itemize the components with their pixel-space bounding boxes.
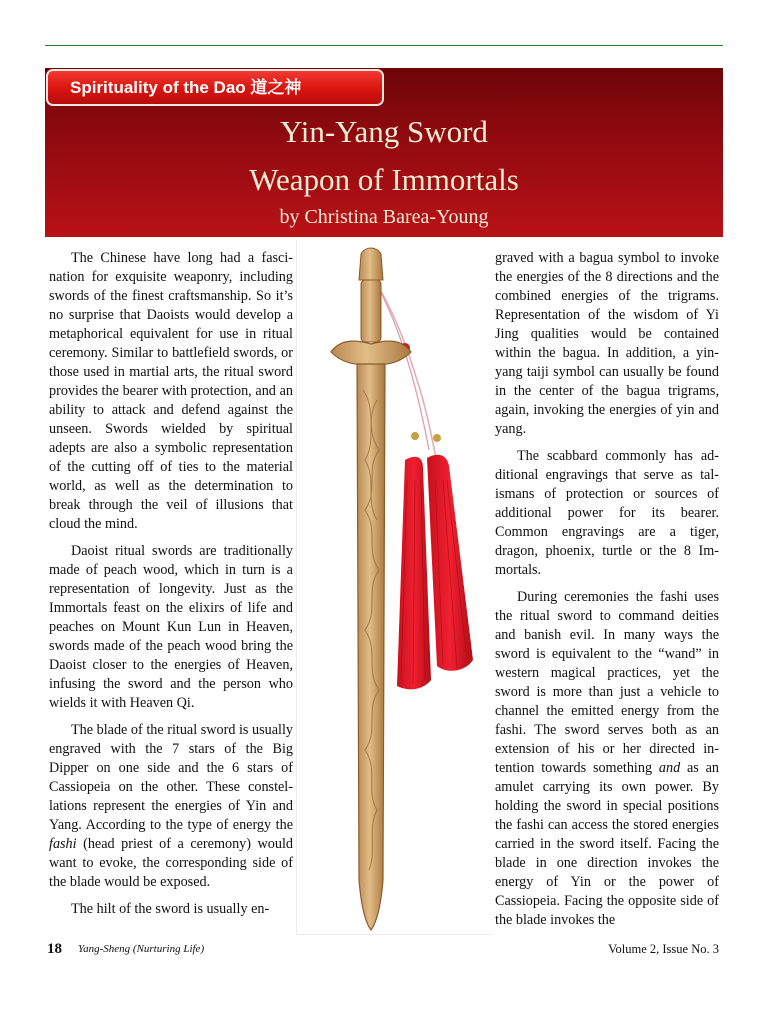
publication-name: Yang-Sheng (Nurturing Life)	[78, 943, 205, 955]
sword-photo	[296, 240, 493, 935]
top-rule	[45, 45, 723, 46]
paragraph: The scabbard commonly has additional engravings that serve as talismans of protection or sources of additional power for its bearer. Common engravings are a tiger, dragon, phoenix, turtle or the 8 Immortals.	[495, 448, 719, 578]
left-column	[49, 249, 293, 927]
peach-wood-sword-image	[297, 240, 493, 934]
text-run: The blade of the ritual sword is usually engraved with the 7 stars of the Big Dipper on one side and the 6 stars of Cassiopeia on the other. These constellations represent the energies of Yin and Yang. According to the type of energy the	[49, 722, 293, 833]
volume-issue: Volume 2, Issue No. 3	[608, 942, 719, 956]
paragraph	[49, 721, 293, 892]
article-title-line-2: Weapon of Immortals	[249, 162, 519, 197]
text-run: as an amulet carrying its own power. By holding the sword in special positions the fashi can access the stored energies carried in the sword itself. Facing the blade in one direction invokes the energy of Yin or the power of Cassiopeia. Facing the opposite side of the blade invokes the	[495, 760, 719, 928]
paragraph: graved with a bagua symbol to invoke the energies of the 8 directions and the combined energies of the trigrams. Representation of the wisdom of Yi Jing qualities would be contained within the bagua. In addition, a yin-yang taiji symbol can usually be found in the center of the bagua trigrams, again, invoking the energies of yin and yang.	[495, 250, 719, 437]
italic-term: fashi	[49, 836, 77, 852]
author-byline: by Christina Barea-Young	[279, 206, 489, 228]
paragraph	[495, 588, 719, 930]
text-run: During ceremonies the fashi uses the ritual sword to command deities and banish evil. In many ways the sword is equivalent to the “wand” in western magical practices, yet the sword is more than just a vehicle to channel the emitted energy from the fashi. The sword serves both as an extension of his or her directed intention towards something	[495, 589, 719, 776]
italic-term: and	[658, 760, 681, 776]
paragraph: The hilt of the sword is usually en-	[71, 901, 270, 917]
section-tab: Spirituality of the Dao 道之神	[46, 69, 384, 106]
paragraph: Daoist ritual swords are traditionally made of peach wood, which in turn is a representation of longevity. Just as the Immortals feast on the elixirs of life and peaches on Mount Kun Lun in Heaven, swords made of the peach wood bring the Daoist closer to the energies of Heaven, infusing the sword and the person who wields it with Heaven Qi.	[49, 543, 293, 711]
page-number: 18	[47, 941, 62, 957]
text-run: (head priest of a ceremony) would want to evoke, the corresponding side of the blade would be exposed.	[49, 836, 293, 890]
article-title-line-1: Yin-Yang Sword	[280, 114, 488, 149]
right-column	[495, 249, 719, 938]
paragraph: The Chinese have long had a fascination for exquisite weaponry, including swords of the finest craftsmanship. So it’s no surprise that Daoists would develop a metaphorical equivalent for use in ritual ceremony. Similar to battlefield swords, or those used in martial arts, the ritual sword provides the bearer with protection, and an ability to attack and defend against the unseen. Swords wielded by spiritual adepts are also a symbolic representation of the cutting off of ties to the material world, as well as the determination to break through the veil of illusions that cloud the mind.	[49, 250, 293, 532]
